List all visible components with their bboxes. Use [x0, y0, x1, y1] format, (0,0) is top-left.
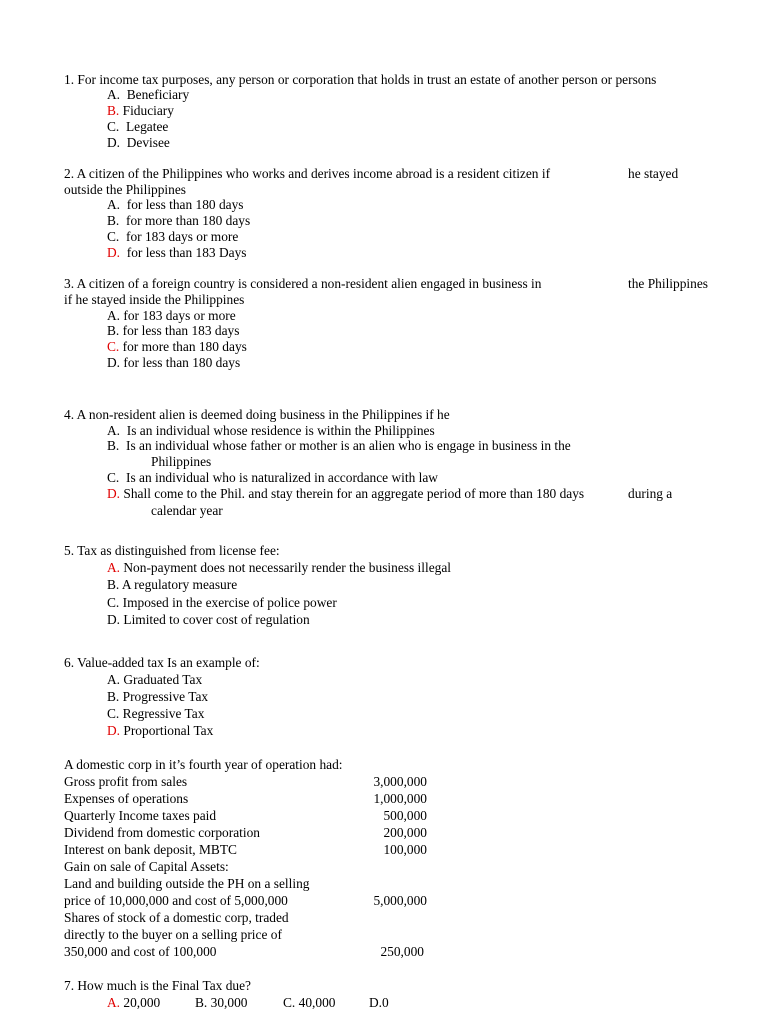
- gain-heading: Gain on sale of Capital Assets:: [64, 859, 229, 874]
- option-letter: C.: [283, 995, 296, 1010]
- option-letter: D.: [107, 135, 121, 150]
- q1-option-a[interactable]: [107, 87, 189, 103]
- option-letter: C.: [107, 706, 120, 721]
- option-letter: A.: [107, 672, 121, 687]
- q5-option-d[interactable]: [107, 612, 310, 628]
- option-letter: C.: [107, 119, 120, 134]
- option-letter: A.: [107, 423, 121, 438]
- problem-row-value: 100,000: [383, 842, 427, 857]
- problem-row-value: 1,000,000: [373, 791, 427, 806]
- q4-option-b[interactable]: [107, 438, 571, 454]
- option-text: for less than 183 days: [122, 323, 240, 338]
- option-text: for less than 183 Days: [126, 245, 247, 260]
- question-7-stem: 7. How much is the Final Tax due?: [64, 978, 251, 993]
- q7-option-b[interactable]: [195, 995, 247, 1011]
- q5-option-a[interactable]: [107, 560, 451, 576]
- q6-option-c[interactable]: [107, 706, 204, 722]
- option-text: for 183 days or more: [123, 308, 236, 323]
- option-text: for less than 180 days: [123, 355, 241, 370]
- option-text: Graduated Tax: [123, 672, 203, 687]
- option-text: 40,000: [298, 995, 336, 1010]
- option-text: for more than 180 days: [122, 339, 247, 354]
- option-letter: A.: [107, 197, 121, 212]
- option-letter: B.: [107, 577, 120, 592]
- option-letter: D.: [107, 612, 121, 627]
- q4-option-d-tail: during a: [628, 486, 673, 501]
- problem-row-value: 3,000,000: [373, 774, 427, 789]
- q4-option-d-cont: calendar year: [151, 503, 223, 518]
- option-text: Is an individual who is naturalized in accordance with law: [125, 470, 438, 485]
- option-text: A regulatory measure: [121, 577, 238, 592]
- question-2-stem-cont: outside the Philippines: [64, 182, 186, 197]
- question-2-stem: 2. A citizen of the Philippines who works and derives income abroad is a resident citizen if: [64, 166, 551, 181]
- q2-option-d[interactable]: [107, 245, 247, 261]
- q3-option-b[interactable]: [107, 323, 239, 339]
- problem-row-value: 500,000: [383, 808, 427, 823]
- option-letter-answer: A.: [107, 560, 121, 575]
- q6-option-d[interactable]: [107, 723, 213, 739]
- q7-option-c[interactable]: [283, 995, 335, 1011]
- problem-intro: A domestic corp in it’s fourth year of operation had:: [64, 757, 343, 772]
- option-text: Is an individual whose residence is within the Philippines: [126, 423, 435, 438]
- option-text: Non-payment does not necessarily render the business illegal: [123, 560, 451, 575]
- option-letter: C.: [107, 229, 120, 244]
- question-6-stem: 6. Value-added tax Is an example of:: [64, 655, 260, 670]
- option-text: Imposed in the exercise of police power: [122, 595, 337, 610]
- q4-option-b-cont: Philippines: [151, 454, 212, 469]
- option-text: Is an individual whose father or mother is an alien who is engage in business in the: [125, 438, 571, 453]
- problem-row-label: Quarterly Income taxes paid: [64, 808, 217, 823]
- option-text: for less than 180 days: [126, 197, 244, 212]
- problem-row-label: Expenses of operations: [64, 791, 189, 806]
- q6-option-a[interactable]: [107, 672, 202, 688]
- land-desc-line: Land and building outside the PH on a selling: [64, 876, 310, 891]
- shares-desc-line: 350,000 and cost of 100,000: [64, 944, 217, 959]
- question-5-stem: 5. Tax as distinguished from license fee:: [64, 543, 280, 558]
- q3-option-a[interactable]: [107, 308, 236, 324]
- q3-option-d[interactable]: [107, 355, 240, 371]
- q5-option-b[interactable]: [107, 577, 237, 593]
- option-letter: B.: [107, 323, 120, 338]
- option-text: Regressive Tax: [122, 706, 205, 721]
- option-text: 0: [382, 995, 389, 1010]
- option-letter: D.: [107, 355, 121, 370]
- q1-option-b[interactable]: [107, 103, 174, 119]
- q7-option-a[interactable]: [107, 995, 160, 1011]
- option-text: Limited to cover cost of regulation: [123, 612, 310, 627]
- q2-option-c[interactable]: [107, 229, 238, 245]
- shares-value: 250,000: [380, 944, 424, 959]
- question-3-stem-cont: if he stayed inside the Philippines: [64, 292, 245, 307]
- problem-row-label: Interest on bank deposit, MBTC: [64, 842, 237, 857]
- option-text: for more than 180 days: [125, 213, 251, 228]
- option-letter: C.: [107, 595, 120, 610]
- shares-desc-line: directly to the buyer on a selling price of: [64, 927, 282, 942]
- option-letter: D.: [369, 995, 383, 1010]
- option-letter-answer: D.: [107, 486, 121, 501]
- option-text: Devisee: [126, 135, 170, 150]
- option-text: Shall come to the Phil. and stay therein for an aggregate period of more than 180 days: [123, 486, 585, 501]
- problem-row-value: 200,000: [383, 825, 427, 840]
- q1-option-d[interactable]: [107, 135, 170, 151]
- option-letter: A.: [107, 308, 121, 323]
- option-text: Legatee: [125, 119, 169, 134]
- q4-option-c[interactable]: [107, 470, 438, 486]
- question-3-stem: 3. A citizen of a foreign country is considered a non-resident alien engaged in business in: [64, 276, 542, 291]
- question-3-stem-tail: the Philippines: [628, 276, 708, 291]
- land-value: 5,000,000: [373, 893, 427, 908]
- option-text: for 183 days or more: [125, 229, 239, 244]
- option-letter: B.: [195, 995, 208, 1010]
- option-letter: B.: [107, 438, 120, 453]
- option-letter: B.: [107, 213, 120, 228]
- option-text: Proportional Tax: [123, 723, 214, 738]
- question-2-stem-tail: he stayed: [628, 166, 679, 181]
- option-letter: C.: [107, 470, 120, 485]
- q3-option-c[interactable]: [107, 339, 247, 355]
- option-text: Progressive Tax: [122, 689, 209, 704]
- option-letter: B.: [107, 689, 120, 704]
- option-text: Fiduciary: [122, 103, 174, 118]
- option-letter-answer: C.: [107, 339, 120, 354]
- option-letter-answer: D.: [107, 245, 121, 260]
- q4-option-a[interactable]: [107, 423, 435, 439]
- q4-option-d[interactable]: [107, 486, 584, 502]
- option-letter-answer: D.: [107, 723, 121, 738]
- q2-option-b[interactable]: [107, 213, 250, 229]
- option-text: 20,000: [123, 995, 161, 1010]
- problem-row-label: Gross profit from sales: [64, 774, 188, 789]
- option-letter-answer: B.: [107, 103, 120, 118]
- land-desc-line: price of 10,000,000 and cost of 5,000,000: [64, 893, 288, 908]
- question-4-stem: 4. A non-resident alien is deemed doing business in the Philippines if he: [64, 407, 450, 422]
- option-letter: A.: [107, 87, 121, 102]
- q5-option-c[interactable]: [107, 595, 337, 611]
- option-text: 30,000: [210, 995, 248, 1010]
- q1-option-c[interactable]: [107, 119, 168, 135]
- q2-option-a[interactable]: [107, 197, 244, 213]
- option-letter-answer: A.: [107, 995, 121, 1010]
- problem-row-label: Dividend from domestic corporation: [64, 825, 260, 840]
- question-1-stem: 1. For income tax purposes, any person or corporation that holds in trust an estate of another person or persons: [64, 72, 657, 87]
- option-text: Beneficiary: [126, 87, 190, 102]
- q7-option-d[interactable]: [369, 995, 389, 1011]
- shares-desc-line: Shares of stock of a domestic corp, traded: [64, 910, 289, 925]
- q6-option-b[interactable]: [107, 689, 208, 705]
